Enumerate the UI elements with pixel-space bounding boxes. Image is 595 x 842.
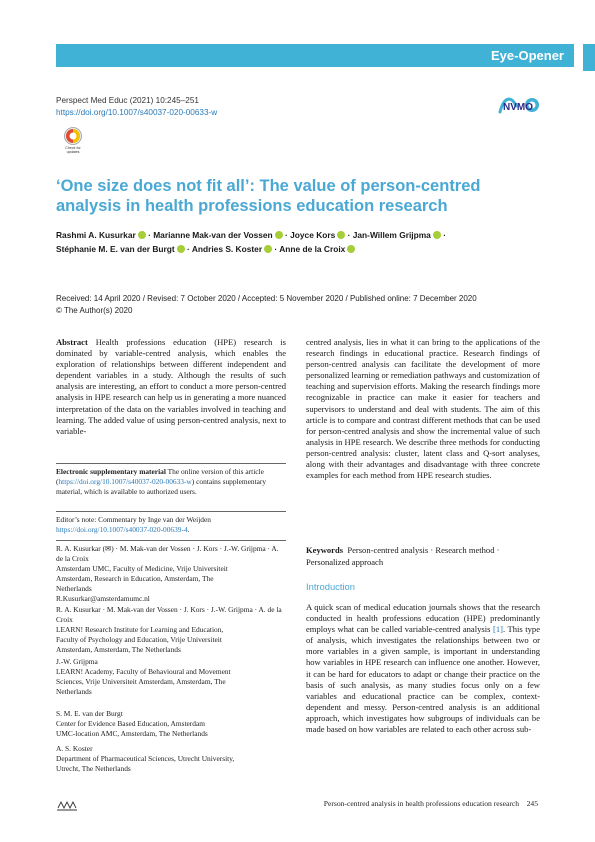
side-tab-marker: [583, 44, 595, 71]
orcid-icon[interactable]: [264, 245, 272, 253]
publisher-logo-icon: [56, 799, 78, 811]
author-list: Rashmi A. Kusurkar · Marianne Mak-van der Vossen · Joyce Kors · Jan-Willem Grijpma · Stéphanie M. E. van der Burgt · Andries S. Koster · Anne de la Croix: [56, 230, 446, 254]
affiliation-block: J.-W. Grijpma LEARN! Academy, Faculty of Behavioural and Movement Sciences, Vrije Universiteit Amsterdam, Amsterdam, The Netherlands: [56, 657, 231, 696]
check-for-updates-badge[interactable]: [62, 126, 84, 156]
author-name[interactable]: Rashmi A. Kusurkar: [56, 230, 136, 240]
publisher-logo: [56, 798, 78, 810]
author-name[interactable]: Jan-Willem Grijpma: [352, 230, 431, 240]
keywords-label: Keywords: [306, 545, 344, 555]
orcid-icon[interactable]: [337, 231, 345, 239]
running-footer: [280, 799, 538, 808]
nvmo-logo: [496, 92, 544, 118]
abstract-paragraph: Abstract Health professions education (HPE) research is dominated by variable-centred analysis, which enables the exploration of relationships between different independent and dependent variables in a study. Although the results of such analysis are interesting, an effort to conduct a more person-centred analysis in HPE research can help us in generating a more nuanced interpretation of the data on the variables involved in teaching and learning. The added value of using person-centred analysis, next to variable-: [56, 337, 286, 436]
section-label: Eye-Opener: [491, 48, 564, 63]
orcid-icon[interactable]: [347, 245, 355, 253]
author-name[interactable]: Stéphanie M. E. van der Burgt: [56, 243, 175, 254]
introduction-paragraph: A quick scan of medical education journals shows that the research conducted in health professions education (HPE) predominantly employs what can be called variable-centred analysis [1]. This type of analysis, which investigates the relationships between two or more variables in a given sample, is important in understanding how variables in HPE research can influence one another. However, it can be hard for educators to adapt or change their practice on the basis of such analysis, as many studies focus only on a few variables and educational practice can be complex, context-dependent and messy. Person-centred analysis is an additional approach, which investigates how subgroups of individuals can be made based on how variables are related to each other across sub-: [306, 602, 540, 735]
esm-link[interactable]: https://doi.org/10.1007/s40037-020-00633-w: [58, 477, 192, 486]
article-title: ‘One size does not fit all’: The value of person-centred analysis in health professions education research: [56, 177, 481, 215]
page-number: 245: [526, 799, 538, 808]
affiliation-block: S. M. E. van der Burgt Center for Evidence Based Education, Amsterdam UMC-location AMC, Amsterdam, The Netherlands: [56, 709, 208, 738]
orcid-icon[interactable]: [275, 231, 283, 239]
publication-dates: Received: 14 April 2020 / Revised: 7 October 2020 / Accepted: 5 November 2020 / Published online: 7 December 2020: [56, 294, 477, 303]
doi-link[interactable]: https://doi.org/10.1007/s40037-020-00633-w: [56, 108, 218, 117]
nvmo-logo-icon: [496, 92, 544, 118]
divider: [56, 511, 286, 512]
affiliation-block: A. S. Koster Department of Pharmaceutical Sciences, Utrecht University, Utrecht, The Netherlands: [56, 744, 235, 773]
orcid-icon[interactable]: [433, 231, 441, 239]
citation-link[interactable]: [1]: [492, 624, 503, 635]
commentary-link[interactable]: https://doi.org/10.1007/s40037-020-00639-4: [56, 525, 188, 534]
abstract-left-column: [56, 337, 286, 773]
section-banner: [56, 44, 574, 67]
orcid-icon[interactable]: [138, 231, 146, 239]
supplementary-note: Electronic supplementary material The online version of this article (https://doi.org/10.1007/s40037-020-00633-w) contains supplementary material, which is available to authorized users.: [56, 467, 267, 496]
logo-text: NVMO: [503, 102, 533, 113]
check-updates-label: Check for updates: [65, 146, 81, 154]
copyright-notice: © The Author(s) 2020: [56, 306, 133, 315]
author-name[interactable]: Joyce Kors: [290, 230, 336, 240]
abstract-label: Abstract: [56, 337, 88, 347]
author-email[interactable]: R.Kusurkar@amsterdamumc.nl: [56, 594, 150, 603]
running-title: Person-centred analysis in health professions education research: [323, 799, 520, 808]
orcid-icon[interactable]: [177, 245, 185, 253]
affiliation-block: R. A. Kusurkar · M. Mak-van der Vossen · J. Kors · J.-W. Grijpma · A. de la Croix LEARN! Research Institute for Learning and Education, Faculty of Psychology and Education, Vrije Universiteit Amsterdam, Amsterdam, The Netherlands: [56, 605, 282, 654]
divider: [56, 463, 286, 464]
section-heading-introduction: Introduction: [306, 581, 355, 592]
affiliation-block: R. A. Kusurkar (✉) · M. Mak-van der Vossen · J. Kors · J.-W. Grijpma · A. de la Croix Amsterdam UMC, Faculty of Medicine, Vrije Universiteit Amsterdam, Research in Education, Amsterdam, The Netherlands R.Kusurkar@amsterdamumc.nl: [56, 544, 286, 604]
author-name[interactable]: Marianne Mak-van der Vossen: [153, 230, 273, 240]
journal-reference: Perspect Med Educ (2021) 10:245–251: [56, 96, 199, 105]
divider: [56, 540, 286, 541]
keywords: Keywords Person-centred analysis · Research method · Personalized approach: [306, 545, 500, 567]
author-name[interactable]: Andries S. Koster: [191, 243, 263, 254]
author-name[interactable]: Anne de la Croix: [279, 243, 346, 254]
editor-note: Editor’s note: Commentary by Inge van der Weijden https://doi.org/10.1007/s40037-020-00639-4.: [56, 515, 211, 534]
abstract-right-column: centred analysis, lies in what it can bring to the applications of the research findings in educational practice. Research findings of person-centred analysis can facilitate the development of more personalized learning or remediation pathways and customization of teaching and supervision efforts. Making the research findings more recognizable in practice can make it easier for teachers and supervisors to understand and deal with students. The aim of this article is to compare and contrast different methods that can be used for person-centred analysis and show the incremental value of such analysis in HPE research. We describe three methods for conducting person-centred analysis: cluster, latent class and Q-sort analyses, along with their advantages and disadvantage with three concrete examples for each method from HPE research studies.: [306, 337, 540, 481]
